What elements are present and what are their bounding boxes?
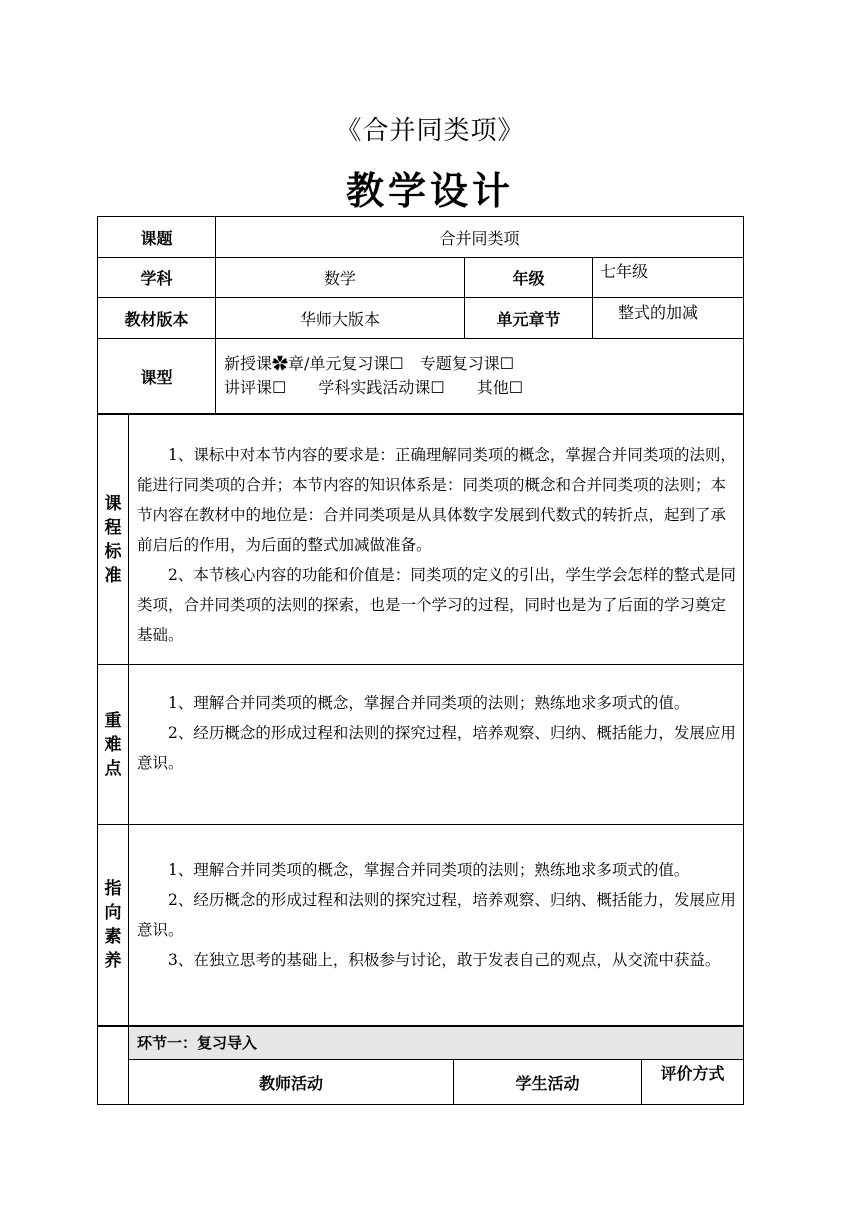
standards-label-char: 课 xyxy=(104,493,122,514)
subject-value: 数学 xyxy=(323,269,356,288)
document-title: 《合并同类项》 xyxy=(335,116,525,146)
lesson-type-line1: 新授课✿章/单元复习课☐ 专题复习课☐ xyxy=(224,354,515,373)
teacher-activity-header: 教师活动 xyxy=(258,1073,323,1093)
edition-label: 教材版本 xyxy=(124,309,189,329)
standards-paragraph: 1、课标中对本节内容的要求是：正确理解同类项的概念，掌握合并同类项的法则，能进行同类项的合并；本节内容的知识体系是：同类项的概念和合并同类项的法则；本节内容在教材中的地位是：合并同类项是从具体数字发展到代数式的转折点，起到了承前启后的作用，为后面的整式加减做准备。 xyxy=(137,446,736,554)
standards-label-char: 程 xyxy=(104,517,122,538)
literacy-content xyxy=(137,855,737,975)
evaluation-header: 评价方式 xyxy=(660,1064,725,1083)
edition-value: 华师大版本 xyxy=(299,309,380,329)
key-points-paragraph: 2、经历概念的形成过程和法则的探究过程，培养观察、归纳、概括能力，发展应用意识。 xyxy=(137,724,736,772)
literacy-label-char: 向 xyxy=(104,903,122,923)
topic-label: 课题 xyxy=(140,228,173,248)
key-points-label-char: 点 xyxy=(104,758,122,779)
grade-label: 年级 xyxy=(512,269,545,288)
literacy-label-char: 素 xyxy=(104,927,122,947)
lesson-type-label: 课型 xyxy=(140,367,173,387)
standards-label-char: 准 xyxy=(104,565,122,586)
lesson-type-options xyxy=(224,352,523,400)
key-points-label xyxy=(98,665,128,824)
subject-label: 学科 xyxy=(140,269,173,288)
literacy-paragraph: 2、经历概念的形成过程和法则的探究过程，培养观察、归纳、概括能力，发展应用意识。 xyxy=(137,891,736,939)
literacy-paragraph: 1、理解合并同类项的概念，掌握合并同类项的法则；熟练地求多项式的值。 xyxy=(168,861,690,879)
key-points-label-char: 重 xyxy=(104,710,122,731)
unit-label: 单元章节 xyxy=(496,309,561,329)
key-points-label-char: 难 xyxy=(104,734,122,755)
topic-value: 合并同类项 xyxy=(439,228,520,248)
standards-label xyxy=(98,415,128,664)
literacy-label xyxy=(98,825,128,1025)
lesson-type-line2: 讲评课☐ 学科实践活动课☐ 其他☐ xyxy=(224,378,524,397)
literacy-label-char: 指 xyxy=(104,879,122,899)
grade-value: 七年级 xyxy=(600,262,649,281)
standards-paragraph: 2、本节核心内容的功能和价值是：同类项的定义的引出，学生学会怎样的整式是同类项，合并同类项的法则的探索，也是一个学习的过程，同时也是为了后面的学习奠定基础。 xyxy=(137,566,736,644)
literacy-paragraph: 3、在独立思考的基础上，积极参与讨论，敢于发表自己的观点，从交流中获益。 xyxy=(168,951,721,969)
key-points-content xyxy=(137,688,737,778)
student-activity-header: 学生活动 xyxy=(515,1073,580,1093)
unit-value: 整式的加减 xyxy=(618,303,699,322)
document-subtitle: 教学设计 xyxy=(345,168,514,213)
section1-title: 环节一：复习导入 xyxy=(137,1034,258,1052)
literacy-label-char: 养 xyxy=(104,951,122,971)
key-points-paragraph: 1、理解合并同类项的概念，掌握合并同类项的法则；熟练地求多项式的值。 xyxy=(168,694,690,712)
standards-label-char: 标 xyxy=(104,541,122,562)
standards-content xyxy=(137,440,737,650)
